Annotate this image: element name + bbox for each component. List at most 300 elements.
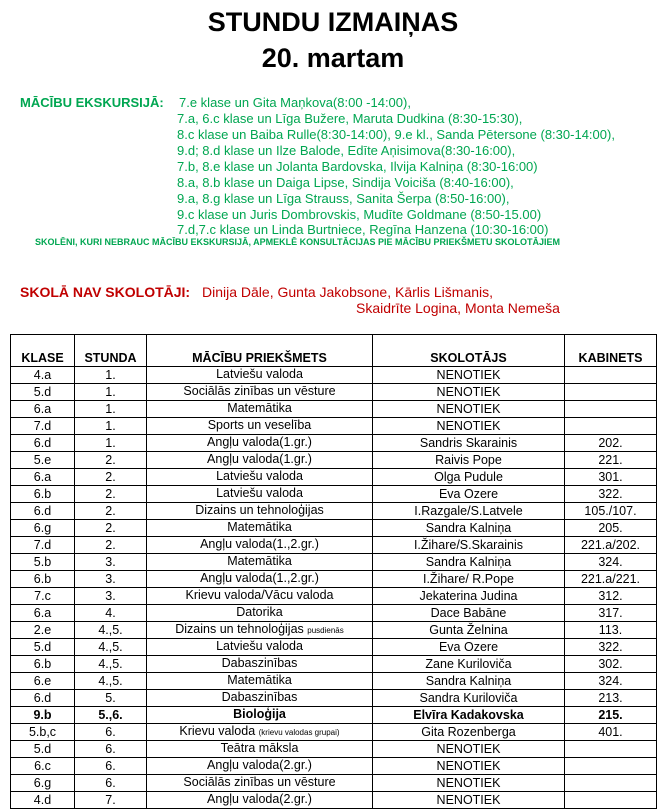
cell-stunda [75, 367, 147, 384]
excursion-line: 8.c klase un Baiba Rulle(8:30-14:00), 9.e kl., Sanda Pētersone (8:30-14:00), [177, 127, 615, 142]
cell-klase [11, 435, 75, 452]
excursion-label: MĀCĪBU EKSKURSIJĀ: [20, 95, 164, 110]
cell-kabinets-text: 221. [598, 452, 623, 467]
cell-skolotajs-text: Eva Ozere [438, 486, 499, 501]
cell-skolotajs [373, 401, 565, 418]
cell-klase-text: 6.a [33, 469, 52, 484]
cell-kabinets-text: 401. [598, 724, 623, 739]
cell-prieksmets [147, 724, 373, 741]
cell-prieksmets [147, 656, 373, 673]
cell-klase-text: 6.a [33, 605, 52, 620]
cell-klase [11, 639, 75, 656]
cell-kabinets-text: 221.a/221. [580, 571, 641, 586]
cell-stunda-text: 6. [105, 724, 116, 739]
cell-klase [11, 571, 75, 588]
cell-skolotajs [373, 588, 565, 605]
cell-kabinets-text: 322. [598, 486, 623, 501]
cell-skolotajs-text: Sandra Kuriloviča [419, 690, 518, 705]
cell-klase [11, 537, 75, 554]
column-header-klase: KLASE [11, 335, 75, 367]
cell-stunda [75, 452, 147, 469]
cell-kabinets [565, 605, 657, 622]
cell-prieksmets-text: Matemātika [227, 554, 292, 568]
cell-prieksmets [147, 469, 373, 486]
cell-kabinets-text: 113. [598, 622, 623, 637]
cell-prieksmets [147, 486, 373, 503]
cell-skolotajs [373, 656, 565, 673]
cell-kabinets [565, 656, 657, 673]
schedule-table [10, 334, 657, 809]
cell-skolotajs [373, 469, 565, 486]
cell-kabinets [565, 690, 657, 707]
cell-klase [11, 520, 75, 537]
cell-prieksmets [147, 384, 373, 401]
cell-prieksmets-text: Datorika [236, 605, 283, 619]
cell-klase [11, 775, 75, 792]
cell-skolotajs-text: Gunta Želnina [429, 622, 508, 637]
cell-stunda [75, 571, 147, 588]
cell-stunda [75, 792, 147, 809]
cell-prieksmets-text: Matemātika [227, 673, 292, 687]
cell-prieksmets-text: Dizains un tehnoloģijas [195, 503, 324, 517]
column-header-kabinets: KABINETS [565, 335, 657, 367]
cell-stunda [75, 758, 147, 775]
table-row [11, 435, 657, 452]
table-row [11, 639, 657, 656]
cell-stunda-text: 2. [105, 537, 116, 552]
cell-klase-text: 6.a [33, 401, 52, 416]
cell-skolotajs [373, 741, 565, 758]
cell-stunda-text: 2. [105, 503, 116, 518]
cell-stunda-text: 4.,5. [98, 622, 123, 637]
cell-skolotajs [373, 520, 565, 537]
cell-skolotajs [373, 452, 565, 469]
cell-stunda [75, 503, 147, 520]
cell-klase-text: 5.b,c [28, 724, 57, 739]
cell-prieksmets-text: Sports un veselība [207, 418, 312, 432]
cell-stunda [75, 707, 147, 724]
cell-skolotajs-text: Elvīra Kadakovska [413, 707, 524, 722]
cell-kabinets-text: 324. [598, 673, 623, 688]
cell-skolotajs-text: Olga Pudule [434, 469, 503, 484]
cell-prieksmets-text: Krievu valoda/Vācu valoda [185, 588, 334, 602]
cell-klase [11, 758, 75, 775]
cell-klase [11, 367, 75, 384]
cell-klase [11, 469, 75, 486]
cell-skolotajs-text: NENOTIEK [436, 418, 501, 433]
page-title: STUNDU IZMAIŅAS [207, 7, 459, 37]
cell-prieksmets [147, 588, 373, 605]
table-row [11, 707, 657, 724]
cell-prieksmets [147, 622, 373, 639]
cell-skolotajs [373, 537, 565, 554]
cell-klase-text: 5.d [33, 639, 52, 654]
cell-stunda [75, 435, 147, 452]
cell-prieksmets-text: Matemātika [227, 520, 292, 534]
table-row [11, 367, 657, 384]
cell-skolotajs-text: Sandra Kalniņa [425, 673, 512, 688]
cell-kabinets [565, 588, 657, 605]
cell-klase [11, 656, 75, 673]
table-row [11, 520, 657, 537]
cell-kabinets [565, 707, 657, 724]
cell-kabinets-text: 215. [598, 707, 623, 722]
column-header-skolotajs: SKOLOTĀJS [373, 335, 565, 367]
cell-kabinets-text: 324. [598, 554, 623, 569]
subject-note: pusdienās [307, 626, 344, 635]
cell-skolotajs [373, 639, 565, 656]
cell-klase-text: 5.d [33, 741, 52, 756]
cell-kabinets-text: 202. [598, 435, 623, 450]
excursion-line: 9.d; 8.d klase un Ilze Balode, Edīte Aņisimova(8:30-16:00), [177, 143, 516, 158]
cell-kabinets [565, 622, 657, 639]
cell-klase-text: 6.e [33, 673, 52, 688]
cell-stunda [75, 639, 147, 656]
cell-stunda [75, 469, 147, 486]
cell-stunda-text: 1. [105, 435, 116, 450]
excursion-line: 7.e klase un Gita Maņkova(8:00 -14:00), [179, 95, 411, 110]
table-row [11, 571, 657, 588]
cell-klase [11, 503, 75, 520]
cell-kabinets [565, 435, 657, 452]
cell-prieksmets [147, 435, 373, 452]
cell-stunda [75, 418, 147, 435]
cell-stunda [75, 588, 147, 605]
cell-prieksmets-text: Latviešu valoda [216, 367, 303, 381]
cell-klase-text: 7.d [33, 537, 52, 552]
cell-skolotajs-text: I.Žihare/S.Skarainis [413, 537, 524, 552]
cell-prieksmets [147, 452, 373, 469]
cell-stunda [75, 537, 147, 554]
table-row [11, 622, 657, 639]
cell-stunda [75, 690, 147, 707]
cell-klase [11, 401, 75, 418]
cell-klase-text: 5.b [33, 554, 52, 569]
column-header-stunda: STUNDA [75, 335, 147, 367]
cell-klase [11, 724, 75, 741]
cell-skolotajs [373, 554, 565, 571]
excursion-line: 7.d,7.c klase un Linda Burtniece, Regīna Hanzena (10:30-16:00) [177, 222, 549, 237]
table-row [11, 588, 657, 605]
cell-prieksmets [147, 503, 373, 520]
cell-kabinets [565, 469, 657, 486]
cell-klase [11, 741, 75, 758]
cell-klase [11, 707, 75, 724]
cell-klase [11, 418, 75, 435]
table-row [11, 486, 657, 503]
cell-stunda-text: 2. [105, 520, 116, 535]
cell-stunda-text: 6. [105, 775, 116, 790]
table-row [11, 758, 657, 775]
cell-kabinets [565, 724, 657, 741]
cell-prieksmets-text: Angļu valoda(2.gr.) [207, 758, 312, 772]
cell-klase [11, 690, 75, 707]
cell-prieksmets [147, 690, 373, 707]
cell-kabinets [565, 741, 657, 758]
cell-prieksmets [147, 605, 373, 622]
cell-kabinets [565, 537, 657, 554]
cell-kabinets-text: 205. [598, 520, 623, 535]
cell-stunda [75, 656, 147, 673]
cell-skolotajs [373, 571, 565, 588]
cell-kabinets-text: 302. [598, 656, 623, 671]
table-row [11, 690, 657, 707]
cell-prieksmets [147, 775, 373, 792]
cell-klase-text: 6.b [33, 656, 52, 671]
subject-note: (krievu valodas grupai) [258, 728, 340, 737]
cell-stunda-text: 2. [105, 469, 116, 484]
cell-prieksmets [147, 571, 373, 588]
cell-klase [11, 554, 75, 571]
cell-skolotajs [373, 724, 565, 741]
cell-skolotajs [373, 605, 565, 622]
cell-stunda-text: 1. [105, 367, 116, 382]
cell-skolotajs-text: Dace Babāne [430, 605, 507, 620]
table-header-row [11, 335, 657, 367]
cell-prieksmets-text: Latviešu valoda [216, 486, 303, 500]
cell-skolotajs-text: I.Razgale/S.Latvele [414, 503, 523, 518]
cell-stunda-text: 1. [105, 384, 116, 399]
cell-skolotajs-text: Sandris Skarainis [419, 435, 518, 450]
absent-teachers-line: Skaidrīte Logina, Monta Nemeša [356, 300, 560, 316]
cell-kabinets [565, 384, 657, 401]
cell-skolotajs-text: Sandra Kalniņa [425, 520, 512, 535]
cell-prieksmets [147, 792, 373, 809]
cell-stunda-text: 2. [105, 486, 116, 501]
table-row [11, 503, 657, 520]
excursion-line: 9.c klase un Juris Dombrovskis, Mudīte Goldmane (8:50-15.00) [177, 207, 542, 222]
table-row [11, 605, 657, 622]
cell-kabinets [565, 673, 657, 690]
cell-skolotajs [373, 758, 565, 775]
cell-prieksmets-text: Angļu valoda(2.gr.) [207, 792, 312, 806]
cell-prieksmets [147, 741, 373, 758]
cell-skolotajs [373, 367, 565, 384]
cell-stunda-text: 4. [105, 605, 116, 620]
cell-klase-text: 4.a [33, 367, 52, 382]
cell-stunda [75, 384, 147, 401]
cell-kabinets-text: 322. [598, 639, 623, 654]
cell-prieksmets-text: Angļu valoda(1.,2.gr.) [200, 571, 319, 585]
cell-skolotajs [373, 384, 565, 401]
cell-stunda-text: 1. [105, 418, 116, 433]
cell-klase [11, 486, 75, 503]
cell-skolotajs-text: NENOTIEK [436, 758, 501, 773]
cell-prieksmets-text: Sociālās zinības un vēsture [183, 775, 336, 789]
cell-klase-text: 6.b [33, 571, 52, 586]
cell-stunda-text: 1. [105, 401, 116, 416]
cell-klase-text: 6.d [33, 503, 52, 518]
cell-klase-text: 6.c [34, 758, 51, 773]
cell-stunda [75, 724, 147, 741]
cell-prieksmets-text: Matemātika [227, 401, 292, 415]
cell-klase-text: 9.b [33, 707, 52, 722]
cell-klase-text: 7.c [34, 588, 51, 603]
cell-prieksmets [147, 639, 373, 656]
cell-stunda [75, 554, 147, 571]
cell-klase-text: 6.b [33, 486, 52, 501]
excursion-line: 7.b, 8.e klase un Jolanta Bardovska, Ilvija Kalniņa (8:30-16:00) [177, 159, 538, 174]
cell-klase-text: 6.d [33, 435, 52, 450]
cell-stunda-text: 5. [105, 690, 116, 705]
cell-skolotajs-text: Sandra Kalniņa [425, 554, 512, 569]
cell-skolotajs-text: Gita Rozenberga [421, 724, 516, 739]
cell-klase-text: 2.e [33, 622, 52, 637]
cell-skolotajs-text: Zane Kuriloviča [425, 656, 512, 671]
excursion-note: SKOLĒNI, KURI NEBRAUC MĀCĪBU EKSKURSIJĀ, APMEKLĒ KONSULTĀCIJAS PIE MĀCĪBU PRIEKŠMETU SKOLOTĀJIEM [35, 237, 561, 247]
page-date: 20. martam [261, 43, 405, 73]
cell-skolotajs [373, 486, 565, 503]
cell-klase [11, 622, 75, 639]
cell-klase [11, 605, 75, 622]
cell-prieksmets [147, 554, 373, 571]
cell-klase [11, 452, 75, 469]
cell-stunda-text: 4.,5. [98, 639, 123, 654]
cell-klase-text: 4.d [33, 792, 52, 807]
cell-kabinets [565, 639, 657, 656]
cell-skolotajs [373, 775, 565, 792]
cell-prieksmets [147, 418, 373, 435]
excursion-line: 7.a, 6.c klase un Līga Bužere, Maruta Dudkina (8:30-15:30), [177, 111, 523, 126]
absent-teachers-label: SKOLĀ NAV SKOLOTĀJI: [20, 284, 191, 300]
cell-stunda-text: 5.,6. [98, 707, 123, 722]
cell-prieksmets-text: Dabaszinības [221, 690, 298, 704]
cell-prieksmets-text: Latviešu valoda [216, 639, 303, 653]
cell-prieksmets [147, 537, 373, 554]
table-row [11, 792, 657, 809]
cell-klase-text: 6.g [33, 520, 52, 535]
cell-prieksmets-text: Sociālās zinības un vēsture [183, 384, 336, 398]
cell-kabinets [565, 452, 657, 469]
cell-stunda [75, 520, 147, 537]
cell-kabinets-text: 213. [598, 690, 623, 705]
cell-skolotajs-text: I.Žihare/ R.Pope [422, 571, 514, 586]
cell-skolotajs [373, 673, 565, 690]
cell-kabinets [565, 571, 657, 588]
cell-skolotajs [373, 418, 565, 435]
table-row [11, 775, 657, 792]
column-header-prieksmets: MĀCĪBU PRIEKŠMETS [147, 335, 373, 367]
cell-stunda [75, 622, 147, 639]
cell-prieksmets-text: Bioloģija [233, 707, 286, 721]
cell-klase-text: 7.d [33, 418, 52, 433]
cell-stunda-text: 6. [105, 741, 116, 756]
table-row [11, 401, 657, 418]
cell-kabinets [565, 503, 657, 520]
cell-kabinets-text: 312. [598, 588, 623, 603]
cell-skolotajs-text: Jekaterina Judina [419, 588, 518, 603]
table-row [11, 384, 657, 401]
cell-stunda [75, 741, 147, 758]
cell-klase-text: 6.g [33, 775, 52, 790]
cell-stunda-text: 3. [105, 571, 116, 586]
table-row [11, 724, 657, 741]
cell-klase [11, 673, 75, 690]
table-row [11, 452, 657, 469]
cell-prieksmets [147, 673, 373, 690]
cell-kabinets [565, 367, 657, 384]
cell-skolotajs-text: NENOTIEK [436, 741, 501, 756]
cell-stunda-text: 4.,5. [98, 656, 123, 671]
cell-kabinets [565, 792, 657, 809]
cell-skolotajs-text: Raivis Pope [435, 452, 502, 467]
table-row [11, 741, 657, 758]
cell-skolotajs [373, 435, 565, 452]
cell-stunda-text: 3. [105, 554, 116, 569]
cell-kabinets [565, 520, 657, 537]
cell-skolotajs-text: Eva Ozere [438, 639, 499, 654]
cell-stunda-text: 7. [105, 792, 116, 807]
cell-kabinets [565, 401, 657, 418]
cell-stunda-text: 3. [105, 588, 116, 603]
cell-stunda-text: 2. [105, 452, 116, 467]
cell-prieksmets-text: Dizains un tehnoloģijas [175, 622, 304, 636]
cell-skolotajs [373, 707, 565, 724]
cell-stunda [75, 673, 147, 690]
cell-stunda-text: 4.,5. [98, 673, 123, 688]
cell-skolotajs-text: NENOTIEK [436, 367, 501, 382]
cell-stunda [75, 486, 147, 503]
cell-prieksmets [147, 520, 373, 537]
cell-stunda-text: 6. [105, 758, 116, 773]
cell-prieksmets-text: Angļu valoda(1.gr.) [207, 452, 312, 466]
cell-skolotajs [373, 503, 565, 520]
excursion-line: 9.a, 8.g klase un Līga Strauss, Sanita Šerpa (8:50-16:00), [177, 191, 510, 206]
cell-klase-text: 5.e [33, 452, 52, 467]
table-row [11, 656, 657, 673]
cell-prieksmets [147, 758, 373, 775]
cell-kabinets [565, 554, 657, 571]
cell-kabinets [565, 758, 657, 775]
cell-klase [11, 588, 75, 605]
cell-stunda [75, 401, 147, 418]
cell-prieksmets-text: Angļu valoda(1.gr.) [207, 435, 312, 449]
cell-kabinets [565, 775, 657, 792]
cell-prieksmets [147, 401, 373, 418]
cell-skolotajs [373, 792, 565, 809]
cell-skolotajs [373, 622, 565, 639]
cell-skolotajs-text: NENOTIEK [436, 792, 501, 807]
excursion-line: 8.a, 8.b klase un Daiga Lipse, Sindija Voiciša (8:40-16:00), [177, 175, 514, 190]
cell-kabinets [565, 418, 657, 435]
table-row [11, 554, 657, 571]
cell-prieksmets-text: Latviešu valoda [216, 469, 303, 483]
cell-prieksmets [147, 367, 373, 384]
cell-skolotajs-text: NENOTIEK [436, 401, 501, 416]
cell-prieksmets-text: Angļu valoda(1.,2.gr.) [200, 537, 319, 551]
cell-kabinets-text: 221.a/202. [580, 537, 641, 552]
cell-kabinets-text: 105./107. [584, 503, 637, 518]
cell-stunda [75, 775, 147, 792]
absent-teachers-line: Dinija Dāle, Gunta Jakobsone, Kārlis Lišmanis, [202, 284, 494, 300]
table-row [11, 418, 657, 435]
cell-prieksmets-text: Krievu valoda [179, 724, 256, 738]
cell-skolotajs-text: NENOTIEK [436, 384, 501, 399]
cell-kabinets-text: 317. [598, 605, 623, 620]
table-row [11, 673, 657, 690]
table-row [11, 537, 657, 554]
cell-klase-text: 6.d [33, 690, 52, 705]
cell-stunda [75, 605, 147, 622]
cell-skolotajs [373, 690, 565, 707]
cell-klase-text: 5.d [33, 384, 52, 399]
cell-skolotajs-text: NENOTIEK [436, 775, 501, 790]
cell-kabinets-text: 301. [598, 469, 623, 484]
cell-klase [11, 384, 75, 401]
cell-kabinets [565, 486, 657, 503]
cell-prieksmets [147, 707, 373, 724]
cell-prieksmets-text: Dabaszinības [221, 656, 298, 670]
